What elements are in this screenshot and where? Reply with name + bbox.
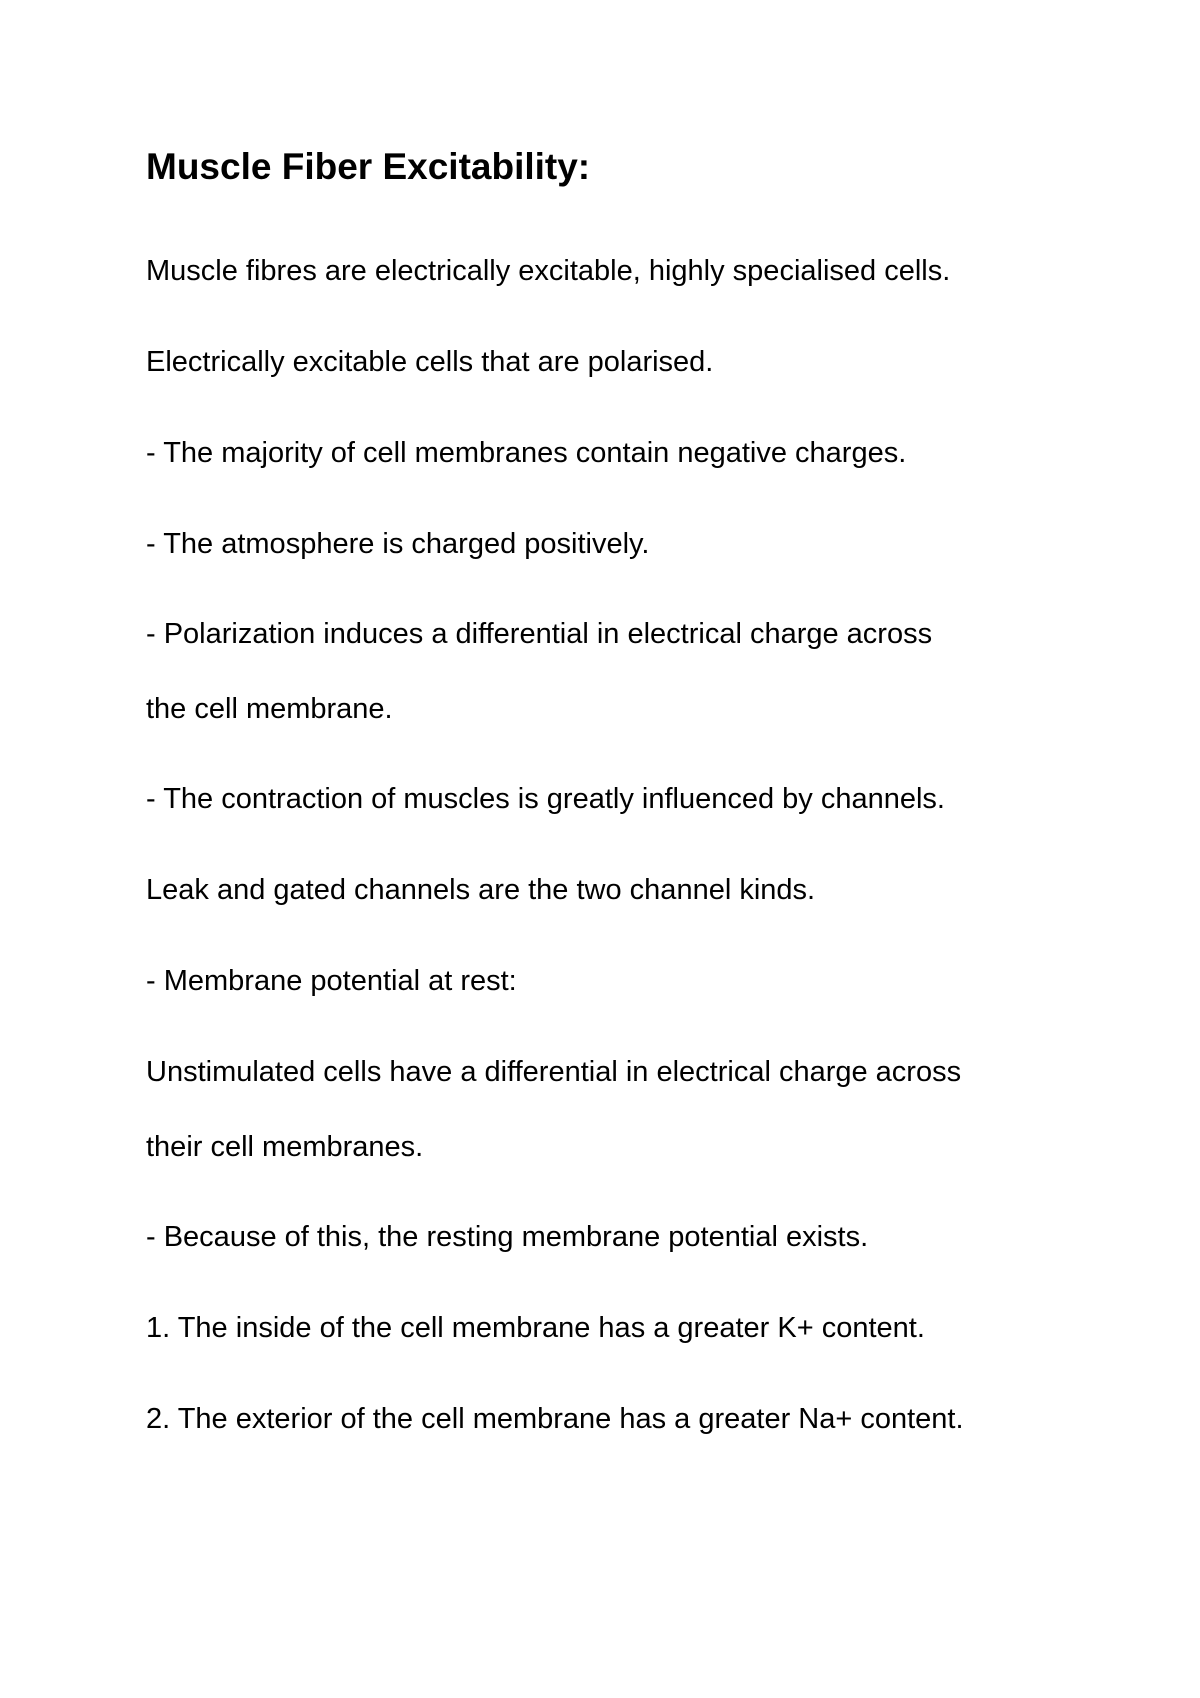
paragraph-line-5: - Polarization induces a differential in electrical charge across	[146, 618, 933, 650]
paragraph-line-13: 1. The inside of the cell membrane has a greater K+ content.	[146, 1312, 925, 1344]
paragraph-line-3: - The majority of cell membranes contain negative charges.	[146, 437, 907, 469]
paragraph-line-1: Muscle fibres are electrically excitable, highly specialised cells.	[146, 255, 951, 287]
paragraph-line-12: - Because of this, the resting membrane potential exists.	[146, 1221, 869, 1253]
paragraph-line-14: 2. The exterior of the cell membrane has a greater Na+ content.	[146, 1403, 964, 1435]
paragraph-line-6: the cell membrane.	[146, 693, 393, 725]
paragraph-line-4: - The atmosphere is charged positively.	[146, 528, 650, 560]
paragraph-line-10: Unstimulated cells have a differential in electrical charge across	[146, 1056, 962, 1088]
paragraph-line-8: Leak and gated channels are the two channel kinds.	[146, 874, 816, 906]
paragraph-line-11: their cell membranes.	[146, 1131, 424, 1163]
page-title: Muscle Fiber Excitability:	[146, 146, 591, 187]
paragraph-line-2: Electrically excitable cells that are polarised.	[146, 346, 714, 378]
paragraph-line-9: - Membrane potential at rest:	[146, 965, 517, 997]
paragraph-line-7: - The contraction of muscles is greatly influenced by channels.	[146, 783, 945, 815]
